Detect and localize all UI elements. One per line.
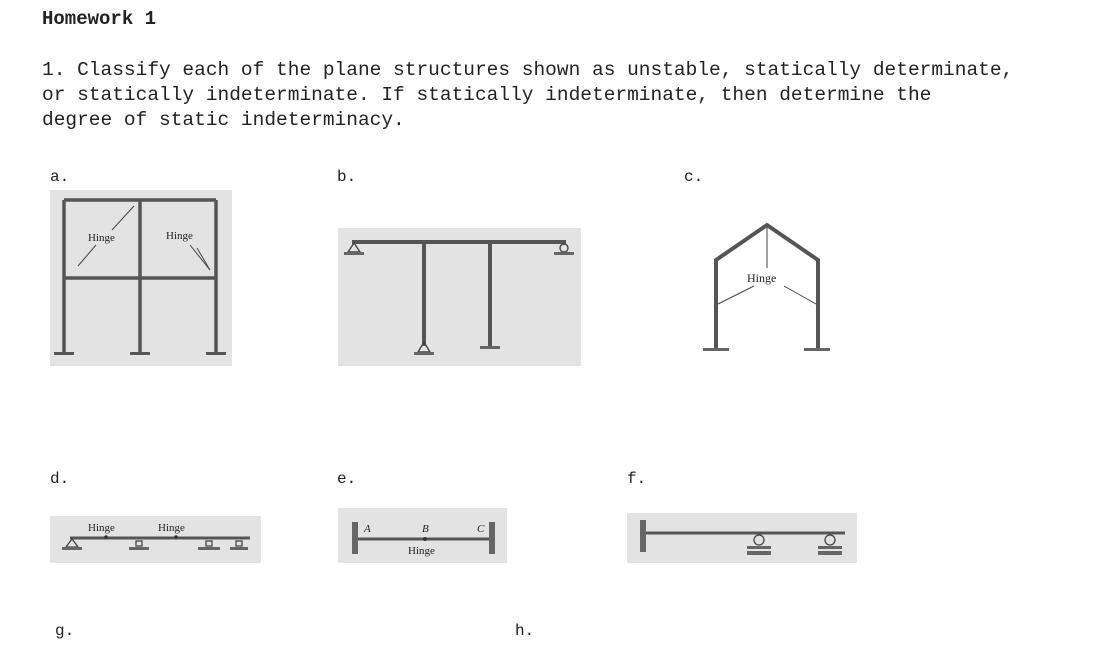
point-label-a: A bbox=[364, 523, 371, 535]
figure-label-b: b. bbox=[337, 168, 357, 186]
figure-label-a: a. bbox=[50, 168, 70, 186]
hinge-label: Hinge bbox=[408, 545, 435, 557]
page-title: Homework 1 bbox=[42, 8, 157, 30]
hinge-label: Hinge bbox=[88, 522, 115, 534]
hinge-label: Hinge bbox=[88, 232, 115, 244]
hinge-label: Hinge bbox=[158, 522, 185, 534]
figure-a-frame bbox=[50, 190, 232, 366]
figure-label-e: e. bbox=[337, 470, 357, 488]
figure-e-beam bbox=[338, 508, 507, 563]
point-label-c: C bbox=[477, 523, 485, 535]
figure-b-beam bbox=[338, 228, 581, 366]
figure-label-g: g. bbox=[55, 622, 75, 640]
figure-label-h: h. bbox=[515, 622, 535, 640]
point-label-b: B bbox=[422, 523, 429, 535]
figure-f-beam bbox=[627, 513, 857, 563]
figure-label-c: c. bbox=[684, 168, 704, 186]
hinge-label: Hinge bbox=[166, 230, 193, 242]
figure-label-f: f. bbox=[627, 470, 647, 488]
figure-d-beam bbox=[50, 516, 261, 563]
hinge-label: Hinge bbox=[747, 271, 777, 285]
figure-c-gable-frame bbox=[698, 218, 838, 358]
figure-label-d: d. bbox=[50, 470, 70, 488]
problem-statement: 1. Classify each of the plane structures shown as unstable, statically determinate, or statically indeterminate. If statically indeterminate, then determine the degree of static indeterminacy. bbox=[42, 59, 1014, 131]
